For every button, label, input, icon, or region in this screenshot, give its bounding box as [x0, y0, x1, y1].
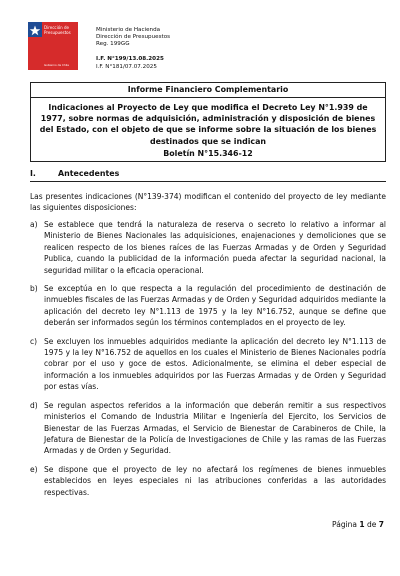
- ministry-line: Reg. 199GG: [96, 41, 130, 48]
- list-item: [30, 400, 386, 457]
- item-letter: e): [30, 464, 38, 474]
- dipres-logo: [28, 22, 78, 70]
- item-letter: c): [30, 336, 38, 346]
- intro-paragraph: Las presentes indicaciones (N°139-374) modifican el contenido del proyecto de ley mediante las siguientes disposiciones:: [30, 192, 386, 213]
- section-title: Antecedentes: [58, 169, 120, 178]
- logo-text-line-2: Presupuestos: [44, 30, 71, 35]
- list-item: [30, 464, 386, 498]
- item-letter: a): [30, 220, 38, 229]
- ministry-line: Ministerio de Hacienda: [96, 27, 161, 33]
- list-item: [30, 283, 386, 329]
- page-label: Página: [332, 520, 358, 529]
- reference-previous: I.F. N°181/07.07.2025: [96, 63, 157, 70]
- ministry-block: [96, 27, 170, 49]
- item-text: Se dispone que el proyecto de ley no afectará los regímenes de bienes inmuebles establecidos en leyes especiales ni las atribuciones conferidas a las autoridades respectivas.: [44, 464, 386, 497]
- logo-subtext: Gobierno de Chile: [44, 63, 70, 67]
- reference-current: I.F. N°199/13.08.2025: [96, 56, 164, 62]
- item-letter: b): [30, 284, 38, 294]
- provisions-list: [30, 219, 386, 505]
- item-text: Se excluyen los inmuebles adquiridos mediante la aplicación del decreto ley N°1.113 de 1975 y la ley N°16.752 de aquellos en los cuales el Ministerio de Bienes Nacionales podría cobrar por el uso y goce de estos. Adicionalmente, se elimina el deber especial de información a los inmuebles adquiridos por las Fuerzas Armadas y de Orden y Seguridad por estas vías.: [44, 336, 386, 392]
- item-text: Se exceptúa en lo que respecta a la regulación del procedimiento de destinación de inmuebles fiscales de las Fuerzas Armadas y de Orden y Seguridad adquiridos mediante la aplicación del decreto ley N°1.113 de 1975 y la ley N°16.752, aunque se define que deberán ser informados según los términos contemplados en el proyecto de ley.: [44, 284, 386, 328]
- report-title: Indicaciones al Proyecto de Ley que modifica el Decreto Ley N°1.939 de 1977, sobre normas de adquisición, administración y disposición de bienes del Estado, con el objeto de que se informe sobre la situación de los bienes destinados que se indican: [39, 103, 377, 146]
- bulletin-number: Boletín N°15.346-12: [163, 149, 253, 158]
- section-heading: [30, 168, 386, 182]
- logo-text-line-1: Dirección de: [44, 25, 69, 30]
- section-number: I.: [30, 169, 36, 178]
- page-of: de: [367, 520, 377, 529]
- report-heading: Informe Financiero Complementario: [127, 85, 289, 94]
- report-references: [96, 56, 164, 71]
- list-item: [30, 336, 386, 393]
- list-item: [30, 219, 386, 276]
- page-total: 7: [378, 520, 384, 529]
- item-letter: d): [30, 400, 38, 410]
- title-divider: [31, 97, 385, 98]
- item-text: Se establece que tendrá la naturaleza de reserva o secreto lo relativo a informar al Ministerio de Bienes Nacionales las adquisiciones, enajenaciones y demoliciones que se realicen respecto de los bienes raíces de las Fuerzas Armadas y de Orden y Seguridad Publica, cuando la publicidad de la información pueda afectar la seguridad nacional, la seguridad militar o la eficacia operacional.: [44, 220, 386, 275]
- item-text: Se regulan aspectos referidos a la información que deberán remitir a sus respectivos ministerios el Comando de Industria Militar e Ingeniería del Ejercito, los Servicios de Bienestar de las Fuerzas Armadas, el Servicio de Bienestar de Carabineros de Chile, la Jefatura de Bienestar de la Policía de Investigaciones de Chile y las ramas de las Fuerzas Armadas y de Orden y Seguridad.: [44, 400, 386, 456]
- ministry-line: Dirección de Presupuestos: [96, 34, 171, 41]
- page-footer: [332, 520, 384, 529]
- title-box: [30, 82, 386, 162]
- page-current: 1: [359, 520, 365, 529]
